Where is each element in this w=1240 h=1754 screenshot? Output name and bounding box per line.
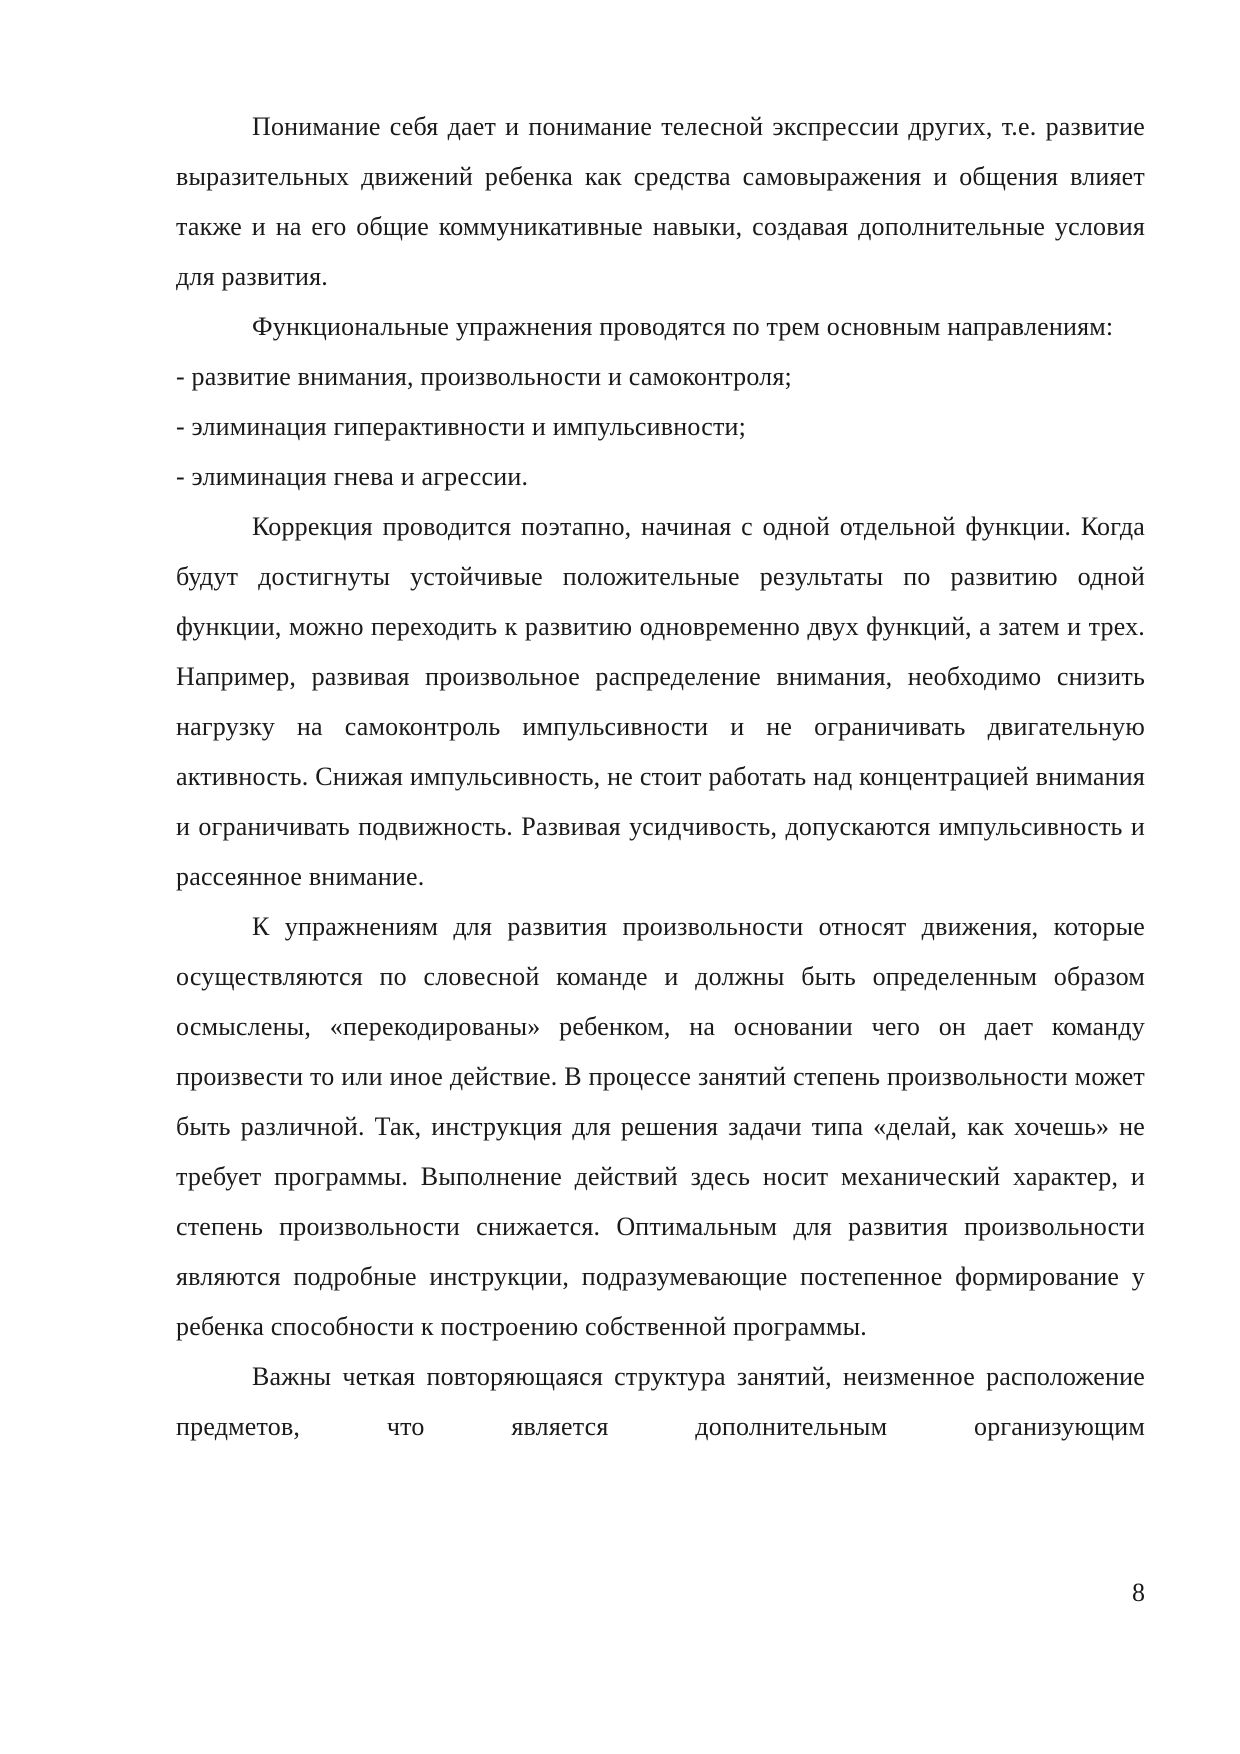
paragraph-3: Коррекция проводится поэтапно, начиная с одной отдельной функции. Когда будут достигнуты устойчивые положительные результаты по развитию одной функции, можно переходить к развитию одновременно двух функций, а затем и трех. Например, развивая произвольное распределение внимания, необходимо снизить нагрузку на самоконтроль импульсивности и не ограничивать двигательную активность. Снижая импульсивность, не стоит работать над концентрацией внимания и ограничивать подвижность. Развивая усидчивость, допускаются импульсивность и рассеянное внимание.	[176, 512, 1145, 891]
paragraph-1: Понимание себя дает и понимание телесной экспрессии других, т.е. развитие выразительных движений ребенка как средства самовыражения и общения влияет также и на его общие коммуникативные навыки, создавая дополнительные условия для развития.	[176, 112, 1145, 291]
paragraph-5: Важны четкая повторяющаяся структура занятий, неизменное расположение предметов, что является дополнительным организующим	[176, 1362, 1145, 1441]
list-item-3: - элиминация гнева и агрессии.	[176, 462, 529, 491]
paragraph-4: К упражнениям для развития произвольности относят движения, которые осуществляются по словесной команде и должны быть определенным образом осмыслены, «перекодированы» ребенком, на основании чего он дает команду произвести то или иное действие. В процессе занятий степень произвольности может быть различной. Так, инструкция для решения задачи типа «делай, как хочешь» не требует программы. Выполнение действий здесь носит механический характер, и степень произвольности снижается. Оптимальным для развития произвольности являются подробные инструкции, подразумевающие постепенное формирование у ребенка способности к построению собственной программы.	[176, 912, 1145, 1341]
list-item-1: - развитие внимания, произвольности и самоконтроля;	[176, 362, 792, 391]
paragraph-2: Функциональные упражнения проводятся по трем основным направлениям:	[252, 312, 1114, 341]
page-body	[176, 102, 1145, 1452]
list-item-2: - элиминация гиперактивности и импульсивности;	[176, 412, 747, 441]
page-number: 8	[1132, 1578, 1145, 1607]
